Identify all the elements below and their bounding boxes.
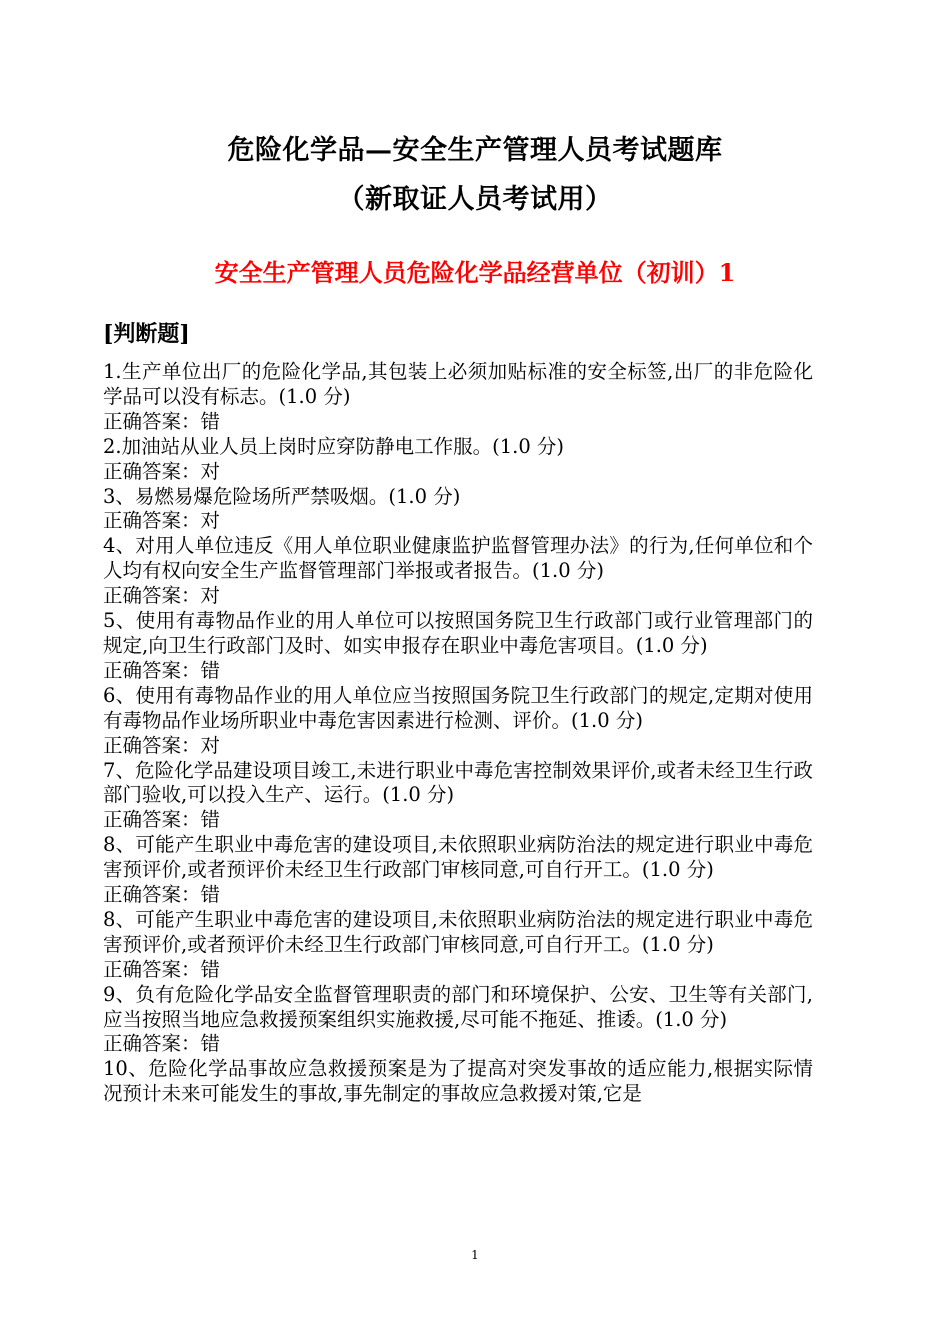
document-subtitle: （新取证人员考试用） bbox=[337, 184, 613, 215]
question-text: 7、危险化学品建设项目竣工,未进行职业中毒危害控制效果评价,或者未经卫生行政部门验收,可以投入生产、运行。(1.0 分) bbox=[103, 758, 813, 807]
question-text: 4、对用人单位违反《用人单位职业健康监护监督管理办法》的行为,任何单位和个人均有权向安全生产监督管理部门举报或者报告。(1.0 分) bbox=[103, 534, 813, 583]
question-text: 8、可能产生职业中毒危害的建设项目,未依照职业病防治法的规定进行职业中毒危害预评价,或者预评价未经卫生行政部门审核同意,可自行开工。(1.0 分) bbox=[103, 833, 813, 882]
question-list bbox=[103, 360, 813, 1107]
page-number: 1 bbox=[471, 1248, 479, 1262]
answer-text: 正确答案：错 bbox=[103, 1032, 221, 1056]
document-title: 危险化学品—安全生产管理人员考试题库 bbox=[227, 135, 723, 166]
answer-text: 正确答案：错 bbox=[103, 409, 221, 433]
answer-text: 正确答案：对 bbox=[103, 509, 221, 533]
answer-text: 正确答案：对 bbox=[103, 584, 221, 608]
section-title: 安全生产管理人员危险化学品经营单位（初训）1 bbox=[214, 258, 736, 287]
question-type-heading: [判断题] bbox=[103, 321, 190, 347]
question-text: 3、易燃易爆危险场所严禁吸烟。(1.0 分) bbox=[103, 484, 461, 508]
answer-text: 正确答案：错 bbox=[103, 658, 221, 682]
question-text: 9、负有危险化学品安全监督管理职责的部门和环境保护、公安、卫生等有关部门,应当按照当地应急救援预案组织实施救援,尽可能不拖延、推诿。(1.0 分) bbox=[103, 982, 813, 1031]
answer-text: 正确答案：对 bbox=[103, 733, 221, 757]
question-text: 8、可能产生职业中毒危害的建设项目,未依照职业病防治法的规定进行职业中毒危害预评价,或者预评价未经卫生行政部门审核同意,可自行开工。(1.0 分) bbox=[103, 907, 813, 956]
answer-text: 正确答案：错 bbox=[103, 957, 221, 981]
question-text: 6、使用有毒物品作业的用人单位应当按照国务院卫生行政部门的规定,定期对使用有毒物品作业场所职业中毒危害因素进行检测、评价。(1.0 分) bbox=[103, 683, 813, 732]
question-text: 2.加油站从业人员上岗时应穿防静电工作服。(1.0 分) bbox=[103, 434, 565, 458]
answer-text: 正确答案：错 bbox=[103, 808, 221, 832]
question-text: 1.生产单位出厂的危险化学品,其包装上必须加贴标准的安全标签,出厂的非危险化学品可以没有标志。(1.0 分) bbox=[103, 360, 813, 408]
question-text: 10、危险化学品事故应急救援预案是为了提高对突发事故的适应能力,根据实际情况预计未来可能发生的事故,事先制定的事故应急救援对策,它是 bbox=[103, 1057, 813, 1106]
answer-text: 正确答案：对 bbox=[103, 459, 221, 483]
answer-text: 正确答案：错 bbox=[103, 883, 221, 907]
question-text: 5、使用有毒物品作业的用人单位可以按照国务院卫生行政部门或行业管理部门的规定,向卫生行政部门及时、如实申报存在职业中毒危害项目。(1.0 分) bbox=[103, 609, 813, 657]
